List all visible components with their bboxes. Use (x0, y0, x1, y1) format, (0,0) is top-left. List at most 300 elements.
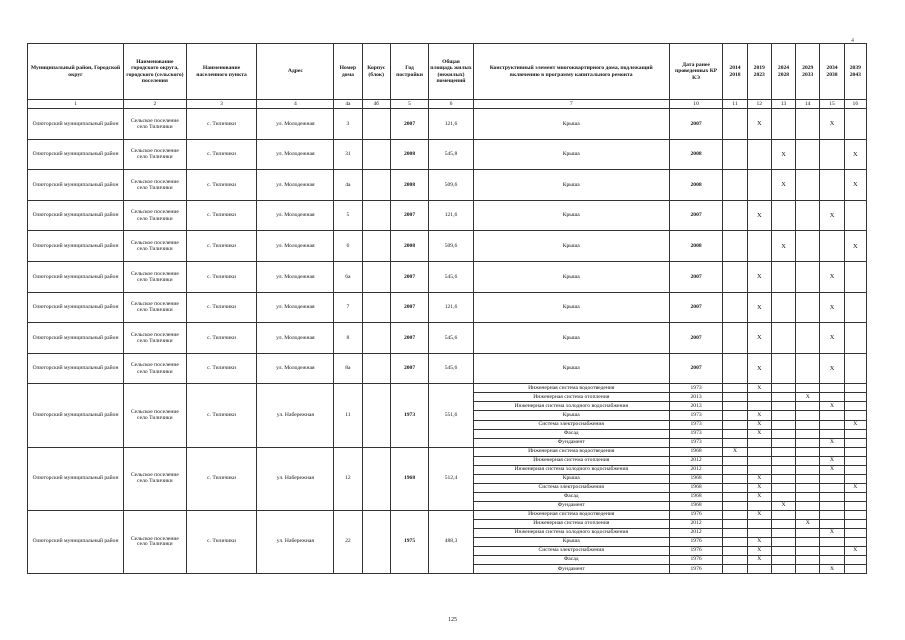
locality-cell: с. Тиличики (186, 231, 257, 262)
area-cell: 121,6 (429, 292, 473, 323)
period-mark-cell: X (723, 447, 747, 456)
period-mark-cell (844, 538, 866, 547)
area-cell: 545,6 (429, 353, 473, 384)
header-period-3: 2024 2028 (771, 44, 795, 100)
period-mark-cell: X (771, 170, 795, 201)
house-number-cell: 12 (334, 447, 362, 510)
previous-repair-cell: 2007 (669, 261, 723, 292)
district-cell: Олюторский муниципальный район (28, 139, 124, 170)
element-name-cell: Крыша (473, 231, 669, 262)
period-mark-cell (723, 393, 747, 402)
period-mark-cell (796, 456, 820, 465)
previous-repair-cell: 1976 (669, 565, 723, 574)
period-mark-cell (820, 520, 844, 529)
element-name-cell: Крыша (473, 109, 669, 140)
previous-repair-cell: 1973 (669, 429, 723, 438)
period-mark-cell (796, 538, 820, 547)
district-cell: Олюторский муниципальный район (28, 384, 124, 447)
period-mark-cell (723, 483, 747, 492)
previous-repair-cell: 2007 (669, 353, 723, 384)
previous-repair-cell: 2012 (669, 456, 723, 465)
settlement-cell: Сельское поселение село Тиличики (124, 139, 187, 170)
period-mark-cell (796, 353, 820, 384)
element-name-cell: Инженерная система водоотведения (473, 511, 669, 520)
period-mark-cell (723, 547, 747, 556)
period-mark-cell (771, 393, 795, 402)
period-mark-cell (844, 402, 866, 411)
column-number: 13 (771, 100, 795, 109)
column-number: 5 (390, 100, 428, 109)
page-number: 125 (448, 617, 457, 623)
house-number-cell: 8а (334, 353, 362, 384)
period-mark-cell (844, 520, 866, 529)
element-name-cell: Крыша (473, 353, 669, 384)
column-number: 12 (747, 100, 771, 109)
period-mark-cell (820, 511, 844, 520)
header-locality: Наименование населенного пункта (186, 44, 257, 100)
period-mark-cell (747, 170, 771, 201)
period-mark-cell (796, 292, 820, 323)
period-mark-cell (844, 565, 866, 574)
period-mark-cell (723, 292, 747, 323)
period-mark-cell (747, 402, 771, 411)
element-name-cell: Крыша (473, 139, 669, 170)
previous-repair-cell: 1973 (669, 420, 723, 429)
period-mark-cell (747, 139, 771, 170)
table-row (28, 353, 867, 384)
period-mark-cell (844, 200, 866, 231)
period-mark-cell (820, 429, 844, 438)
street-cell: ул. Молодежная (257, 170, 334, 201)
area-cell: 509,6 (429, 231, 473, 262)
period-mark-cell: X (796, 393, 820, 402)
period-mark-cell: X (747, 353, 771, 384)
element-name-cell: Фундамент (473, 438, 669, 447)
period-mark-cell (771, 323, 795, 354)
element-name-cell: Фундамент (473, 501, 669, 510)
period-mark-cell (844, 474, 866, 483)
element-name-cell: Крыша (473, 538, 669, 547)
period-mark-cell: X (747, 556, 771, 565)
year-built-cell: 1973 (390, 384, 428, 447)
period-mark-cell: X (844, 170, 866, 201)
block-cell (362, 353, 390, 384)
element-name-cell: Крыша (473, 170, 669, 201)
element-name-cell: Система электроснабжения (473, 420, 669, 429)
period-mark-cell (820, 474, 844, 483)
period-mark-cell (796, 447, 820, 456)
period-mark-cell (771, 353, 795, 384)
table-row (28, 323, 867, 354)
period-mark-cell (723, 353, 747, 384)
street-cell: ул. Молодежная (257, 139, 334, 170)
period-mark-cell (771, 511, 795, 520)
period-mark-cell: X (844, 483, 866, 492)
period-mark-cell (796, 411, 820, 420)
area-cell: 545,6 (429, 323, 473, 354)
previous-repair-cell: 2007 (669, 292, 723, 323)
period-mark-cell (723, 438, 747, 447)
previous-repair-cell: 2012 (669, 465, 723, 474)
previous-repair-cell: 1976 (669, 538, 723, 547)
header-period-6: 2039 2043 (844, 44, 866, 100)
element-name-cell: Инженерная система водоотведения (473, 384, 669, 393)
block-cell (362, 323, 390, 354)
period-mark-cell (723, 465, 747, 474)
period-mark-cell (844, 109, 866, 140)
block-cell (362, 384, 390, 447)
period-mark-cell (796, 420, 820, 429)
period-mark-cell (723, 429, 747, 438)
settlement-cell: Сельское поселение село Тиличики (124, 384, 187, 447)
header-house-number: Номер дома (334, 44, 362, 100)
street-cell: ул. Молодежная (257, 231, 334, 262)
period-mark-cell (820, 384, 844, 393)
element-name-cell: Фасад (473, 556, 669, 565)
period-mark-cell (820, 483, 844, 492)
period-mark-cell (844, 384, 866, 393)
column-number: 4б (362, 100, 390, 109)
block-cell (362, 200, 390, 231)
area-cell: 545,8 (429, 139, 473, 170)
period-mark-cell (723, 492, 747, 501)
previous-repair-cell: 2013 (669, 393, 723, 402)
period-mark-cell (723, 456, 747, 465)
period-mark-cell (796, 501, 820, 510)
block-cell (362, 139, 390, 170)
street-cell: ул. Молодежная (257, 200, 334, 231)
period-mark-cell (796, 231, 820, 262)
period-mark-cell (771, 465, 795, 474)
header-previous-repair: Дата ранее проведенных КР КЭ (669, 44, 723, 100)
year-built-cell: 2008 (390, 170, 428, 201)
period-mark-cell (796, 565, 820, 574)
period-mark-cell (747, 447, 771, 456)
period-mark-cell (771, 529, 795, 538)
period-mark-cell (723, 384, 747, 393)
period-mark-cell (820, 393, 844, 402)
period-mark-cell (820, 139, 844, 170)
house-number-cell: 6а (334, 261, 362, 292)
previous-repair-cell: 1968 (669, 492, 723, 501)
locality-cell: с. Тиличики (186, 447, 257, 510)
house-number-cell: 3 (334, 109, 362, 140)
period-mark-cell: X (820, 109, 844, 140)
street-cell: ул. Молодежная (257, 261, 334, 292)
locality-cell: с. Тиличики (186, 384, 257, 447)
period-mark-cell (771, 492, 795, 501)
previous-repair-cell: 2012 (669, 529, 723, 538)
period-mark-cell (771, 520, 795, 529)
table-body (28, 109, 867, 574)
year-built-cell: 2008 (390, 231, 428, 262)
period-mark-cell (771, 538, 795, 547)
header-period-5: 2034 2038 (820, 44, 844, 100)
period-mark-cell (796, 109, 820, 140)
settlement-cell: Сельское поселение село Тиличики (124, 109, 187, 140)
table-row (28, 261, 867, 292)
period-mark-cell (723, 520, 747, 529)
settlement-cell: Сельское поселение село Тиличики (124, 231, 187, 262)
period-mark-cell (796, 200, 820, 231)
element-name-cell: Крыша (473, 411, 669, 420)
table-row (28, 109, 867, 140)
period-mark-cell (747, 520, 771, 529)
column-number: 16 (844, 100, 866, 109)
element-name-cell: Фундамент (473, 565, 669, 574)
period-mark-cell: X (844, 420, 866, 429)
year-built-cell: 2007 (390, 353, 428, 384)
element-name-cell: Инженерная система отопления (473, 456, 669, 465)
area-cell: 121,6 (429, 200, 473, 231)
period-mark-cell: X (844, 547, 866, 556)
year-built-cell: 1975 (390, 511, 428, 574)
house-number-cell: 22 (334, 511, 362, 574)
element-name-cell: Инженерная система холодного водоснабжения (473, 465, 669, 474)
house-number-cell: 5 (334, 200, 362, 231)
table-row (28, 231, 867, 262)
period-mark-cell (820, 547, 844, 556)
period-mark-cell (796, 261, 820, 292)
period-mark-cell (723, 538, 747, 547)
period-mark-cell (723, 231, 747, 262)
area-cell: 488,3 (429, 511, 473, 574)
locality-cell: с. Тиличики (186, 109, 257, 140)
period-mark-cell: X (747, 483, 771, 492)
table-row (28, 447, 867, 456)
period-mark-cell: X (771, 231, 795, 262)
period-mark-cell (723, 323, 747, 354)
block-cell (362, 511, 390, 574)
area-cell: 512,4 (429, 447, 473, 510)
district-cell: Олюторский муниципальный район (28, 109, 124, 140)
period-mark-cell (796, 474, 820, 483)
block-cell (362, 109, 390, 140)
house-number-cell: 4а (334, 170, 362, 201)
column-number: 2 (124, 100, 187, 109)
street-cell: ул. Молодежная (257, 109, 334, 140)
period-mark-cell: X (747, 261, 771, 292)
area-cell: 509,6 (429, 170, 473, 201)
period-mark-cell (723, 511, 747, 520)
year-built-cell: 2007 (390, 323, 428, 354)
house-number-cell: 6 (334, 231, 362, 262)
period-mark-cell (771, 456, 795, 465)
header-period-2: 2019 2023 (747, 44, 771, 100)
district-cell: Олюторский муниципальный район (28, 447, 124, 510)
element-name-cell: Инженерная система отопления (473, 520, 669, 529)
period-mark-cell (771, 200, 795, 231)
period-mark-cell: X (820, 353, 844, 384)
period-mark-cell (820, 411, 844, 420)
period-mark-cell (820, 538, 844, 547)
column-number: 4 (257, 100, 334, 109)
period-mark-cell (796, 429, 820, 438)
period-mark-cell: X (820, 292, 844, 323)
table-row (28, 200, 867, 231)
period-mark-cell: X (747, 474, 771, 483)
element-name-cell: Крыша (473, 323, 669, 354)
header-period-4: 2029 2033 (796, 44, 820, 100)
period-mark-cell (796, 139, 820, 170)
element-name-cell: Крыша (473, 261, 669, 292)
district-cell: Олюторский муниципальный район (28, 511, 124, 574)
year-built-cell: 1968 (390, 447, 428, 510)
period-mark-cell: X (820, 456, 844, 465)
locality-cell: с. Тиличики (186, 353, 257, 384)
period-mark-cell (723, 200, 747, 231)
column-number: 14 (796, 100, 820, 109)
header-area: Общая площадь жилых (нежилых) помещений (429, 44, 473, 100)
period-mark-cell (844, 393, 866, 402)
period-mark-cell (820, 492, 844, 501)
element-name-cell: Фасад (473, 492, 669, 501)
element-name-cell: Крыша (473, 292, 669, 323)
period-mark-cell: X (820, 438, 844, 447)
period-mark-cell (723, 170, 747, 201)
period-mark-cell (723, 109, 747, 140)
settlement-cell: Сельское поселение село Тиличики (124, 170, 187, 201)
period-mark-cell: X (747, 411, 771, 420)
area-cell: 121,6 (429, 109, 473, 140)
period-mark-cell (844, 323, 866, 354)
period-mark-cell (771, 411, 795, 420)
street-cell: ул. Молодежная (257, 323, 334, 354)
period-mark-cell (771, 556, 795, 565)
column-number: 1 (28, 100, 124, 109)
period-mark-cell (723, 556, 747, 565)
element-name-cell: Фасад (473, 429, 669, 438)
period-mark-cell (796, 170, 820, 201)
house-number-cell: 8 (334, 323, 362, 354)
capital-repair-table (27, 43, 867, 574)
locality-cell: с. Тиличики (186, 170, 257, 201)
house-number-cell: 7 (334, 292, 362, 323)
period-mark-cell: X (747, 292, 771, 323)
settlement-cell: Сельское поселение село Тиличики (124, 353, 187, 384)
period-mark-cell (844, 511, 866, 520)
previous-repair-cell: 1968 (669, 483, 723, 492)
column-number: 3 (186, 100, 257, 109)
column-number: 6 (429, 100, 473, 109)
previous-repair-cell: 2013 (669, 402, 723, 411)
period-mark-cell (844, 456, 866, 465)
period-mark-cell: X (747, 323, 771, 354)
element-name-cell: Инженерная система отопления (473, 393, 669, 402)
period-mark-cell (771, 261, 795, 292)
table-row (28, 170, 867, 201)
period-mark-cell: X (820, 323, 844, 354)
district-cell: Олюторский муниципальный район (28, 353, 124, 384)
period-mark-cell: X (747, 384, 771, 393)
period-mark-cell (747, 501, 771, 510)
period-mark-cell: X (771, 139, 795, 170)
previous-repair-cell: 1973 (669, 384, 723, 393)
period-mark-cell (771, 420, 795, 429)
period-mark-cell (747, 393, 771, 402)
period-mark-cell (723, 474, 747, 483)
block-cell (362, 170, 390, 201)
area-cell: 545,6 (429, 261, 473, 292)
header-row (28, 44, 867, 100)
period-mark-cell (796, 547, 820, 556)
previous-repair-cell: 1968 (669, 474, 723, 483)
period-mark-cell: X (844, 231, 866, 262)
period-mark-cell: X (747, 538, 771, 547)
year-built-cell: 2007 (390, 292, 428, 323)
previous-repair-cell: 1973 (669, 411, 723, 420)
previous-repair-cell: 2008 (669, 231, 723, 262)
period-mark-cell (747, 231, 771, 262)
year-built-cell: 2008 (390, 139, 428, 170)
period-mark-cell: X (747, 547, 771, 556)
header-period-1: 2014 2018 (723, 44, 747, 100)
period-mark-cell (723, 529, 747, 538)
period-mark-cell (820, 556, 844, 565)
period-mark-cell (820, 170, 844, 201)
period-mark-cell (747, 456, 771, 465)
period-mark-cell (723, 261, 747, 292)
period-mark-cell (771, 447, 795, 456)
table-row (28, 384, 867, 393)
street-cell: ул. Набережная (257, 447, 334, 510)
column-number: 11 (723, 100, 747, 109)
period-mark-cell (771, 547, 795, 556)
settlement-cell: Сельское поселение село Тиличики (124, 261, 187, 292)
period-mark-cell (771, 109, 795, 140)
period-mark-cell (844, 429, 866, 438)
settlement-cell: Сельское поселение село Тиличики (124, 511, 187, 574)
previous-repair-cell: 2012 (669, 520, 723, 529)
settlement-cell: Сельское поселение село Тиличики (124, 200, 187, 231)
column-number: 15 (820, 100, 844, 109)
house-number-cell: 11 (334, 384, 362, 447)
period-mark-cell: X (747, 492, 771, 501)
element-name-cell: Крыша (473, 474, 669, 483)
period-mark-cell: X (820, 465, 844, 474)
header-settlement: Наименование городского округа, городского (сельского) поселения (124, 44, 187, 100)
period-mark-cell (771, 384, 795, 393)
period-mark-cell (723, 501, 747, 510)
period-mark-cell (771, 438, 795, 447)
period-mark-cell (820, 501, 844, 510)
element-name-cell: Инженерная система водоотведения (473, 447, 669, 456)
period-mark-cell (771, 402, 795, 411)
period-mark-cell (844, 411, 866, 420)
period-mark-cell (844, 438, 866, 447)
period-mark-cell (844, 292, 866, 323)
period-mark-cell (796, 556, 820, 565)
period-mark-cell (771, 565, 795, 574)
period-mark-cell (844, 447, 866, 456)
period-mark-cell (723, 139, 747, 170)
element-name-cell: Инженерная система холодного водоснабжения (473, 529, 669, 538)
previous-repair-cell: 2008 (669, 170, 723, 201)
locality-cell: с. Тиличики (186, 511, 257, 574)
period-mark-cell (844, 261, 866, 292)
settlement-cell: Сельское поселение село Тиличики (124, 447, 187, 510)
header-year-built: Год постройки (390, 44, 428, 100)
period-mark-cell (771, 292, 795, 323)
period-mark-cell (771, 429, 795, 438)
period-mark-cell (771, 474, 795, 483)
column-number: 10 (669, 100, 723, 109)
header-element: Конструктивный элемент многоквартирного дома, подлежащий включению в программу капитального ремонта (473, 44, 669, 100)
period-mark-cell (747, 465, 771, 474)
period-mark-cell (796, 323, 820, 354)
period-mark-cell (796, 384, 820, 393)
period-mark-cell (844, 492, 866, 501)
